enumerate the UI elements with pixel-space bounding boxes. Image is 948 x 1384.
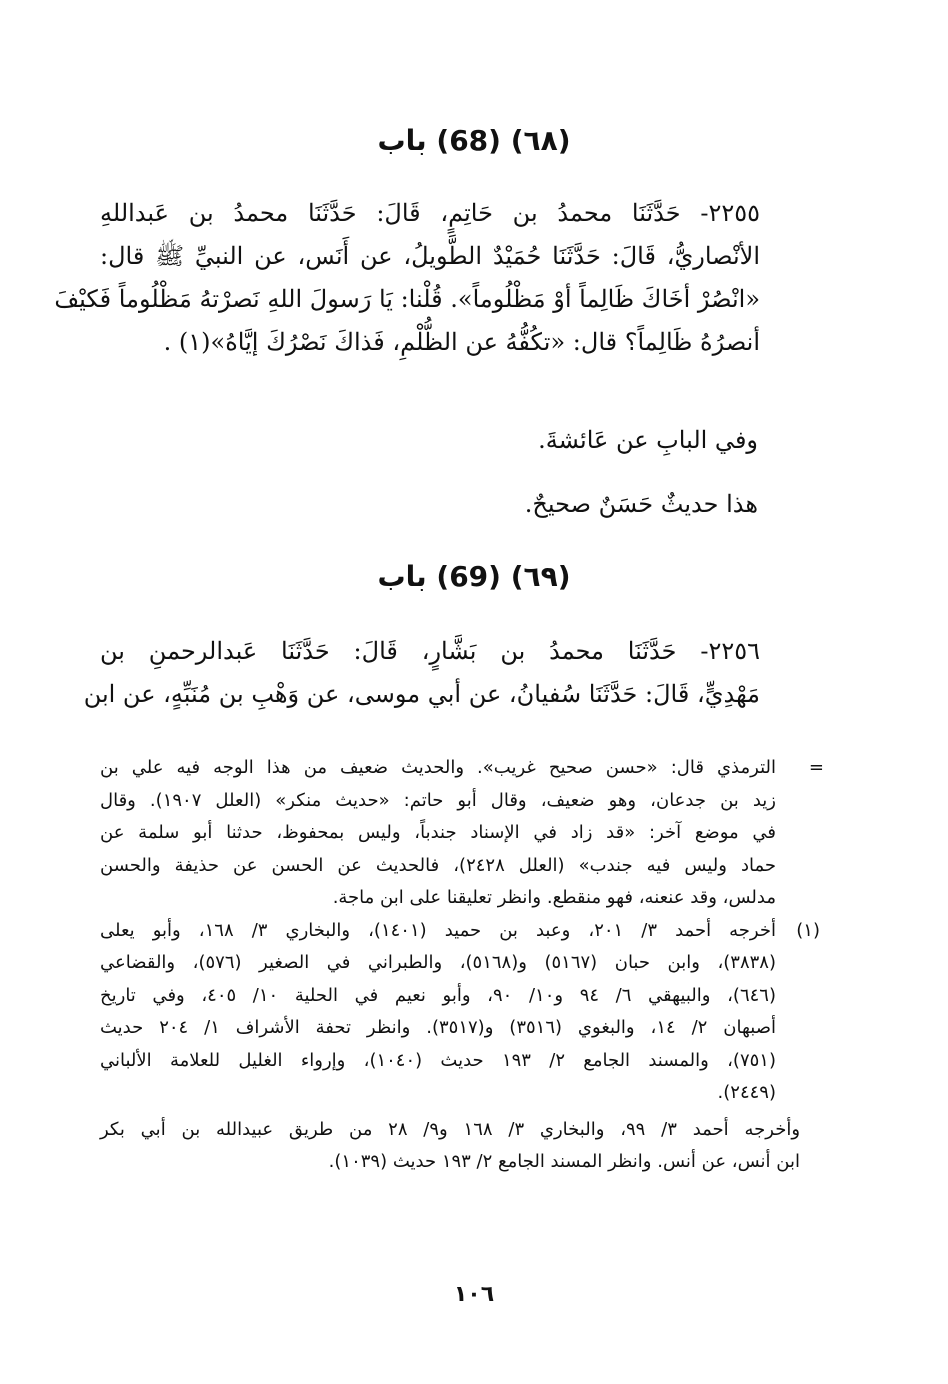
continuation-marker: = — [808, 757, 824, 778]
footnote-line: (٢٤٤٩). — [717, 1082, 776, 1103]
footnote-line: أصبهان ٢/ ١٤، والبغوي (٣٥١٦) و(٣٥١٧). وانظر تحفة الأشراف ١/ ٢٠٤ حديث — [100, 1017, 776, 1038]
chapter-heading-69: (٦٩) (69) باب — [377, 560, 571, 593]
hadith-2256 — [83, 630, 760, 716]
footnote-line: أخرجه أحمد ٣/ ٢٠١، وعبد بن حميد (١٤٠١)، والبخاري ٣/ ١٦٨، وأبو يعلى — [100, 919, 776, 941]
page-number: ١٠٦ — [453, 1282, 495, 1307]
footnote-line: (٦٤٦)، والبيهقي ٦/ ٩٤ و١٠/ ٩٠، وأبو نعيم في الحلية ١٠/ ٤٠٥، وفي تاريخ — [100, 984, 776, 1006]
footnote-line: الترمذي قال: «حسن صحيح غريب». والحديث ضعيف من هذا الوجه فيه علي بن — [100, 757, 776, 778]
footnote-1-continuation — [100, 1114, 820, 1179]
hadith-2255 — [54, 192, 760, 364]
hadith-grade: هذا حديثٌ حَسَنٌ صحيحٌ. — [524, 490, 758, 518]
footnote-line: وأخرجه أحمد ٣/ ٩٩، والبخاري ٣/ ١٦٨ و٩/ ٢٨ من طريق عبيدالله بن أبي بكر — [100, 1118, 801, 1140]
hadith-line: أنصرُهُ ظَالِماً؟ قال: «تكُفُّهُ عن الظُّلْمِ، فَذاكَ نَصْرُكَ إيَّاهُ»(١) . — [163, 328, 760, 356]
footnote-line: ابن أنس، عن أنس. وانظر المسند الجامع ٢/ ١٩٣ حديث (١٠٣٩). — [328, 1151, 800, 1172]
hadith-line: ٢٢٥٦- حَدَّثَنَا محمدُ بن بَشَّارٍ، قَالَ: حَدَّثَنَا عَبدالرحمنِ بن — [100, 637, 760, 665]
footnote-1 — [100, 915, 820, 1110]
footnote-marker: (١) — [796, 919, 820, 941]
footnote-line: حماد وليس فيه جندب» (العلل ٢٤٢٨)، فالحديث عن الحسن عن حذيفة والحسن — [100, 854, 776, 876]
hadith-line: ٢٢٥٥- حَدَّثَنَا محمدُ بن حَاتِمٍ، قَالَ: حَدَّثَنَا محمدُ بن عَبداللهِ — [100, 199, 760, 227]
footnotes — [100, 752, 824, 1179]
footnote-line: زيد بن جدعان، وهو ضعيف، وقال أبو حاتم: «حديث منكر» (العلل ١٩٠٧). وقال — [100, 789, 776, 811]
hadith-line: «انْصُرْ أخَاكَ ظَالِماً أوْ مَظْلُوماً». قُلْنا: يَا رَسولَ اللهِ نَصرْتهُ مَظْلُوماً فَكيْفَ — [54, 285, 760, 313]
chapter-heading-68: (٦٨) (68) باب — [377, 124, 571, 157]
footnote-line: مدلس، وقد عنعنه، فهو منقطع. وانظر تعليقنا على ابن ماجة. — [332, 887, 776, 908]
hadith-line: الأنْصاريُّ، قَالَ: حَدَّثَنَا حُمَيْدٌ الطَّويلُ، عن أَنَس، عن النبيِّ ﷺ قال: — [100, 242, 760, 270]
footnote-line: في موضع آخر: «قد زاد في الإسناد جندباً، وليس بمحفوظ، حدثنا أبو سلمة عن — [100, 822, 776, 843]
footnote-line: (٧٥١)، والمسند الجامع ٢/ ١٩٣ حديث (١٠٤٠)، وإرواء الغليل للعلامة الألباني — [100, 1049, 776, 1071]
footnote-continued — [100, 752, 824, 915]
footnote-line: (٣٨٣٨)، وابن حبان (٥١٦٧) و(٥١٦٨)، والطبراني في الصغير (٥٧٦)، والقضاعي — [100, 952, 776, 973]
chapter-note: وفي البابِ عن عَائشةَ. — [538, 426, 758, 454]
hadith-line: مَهْدِيٍّ، قَالَ: حَدَّثَنَا سُفيانُ، عن أبي موسى، عن وَهْبِ بن مُنَبِّهٍ، عن ابن — [83, 680, 760, 708]
